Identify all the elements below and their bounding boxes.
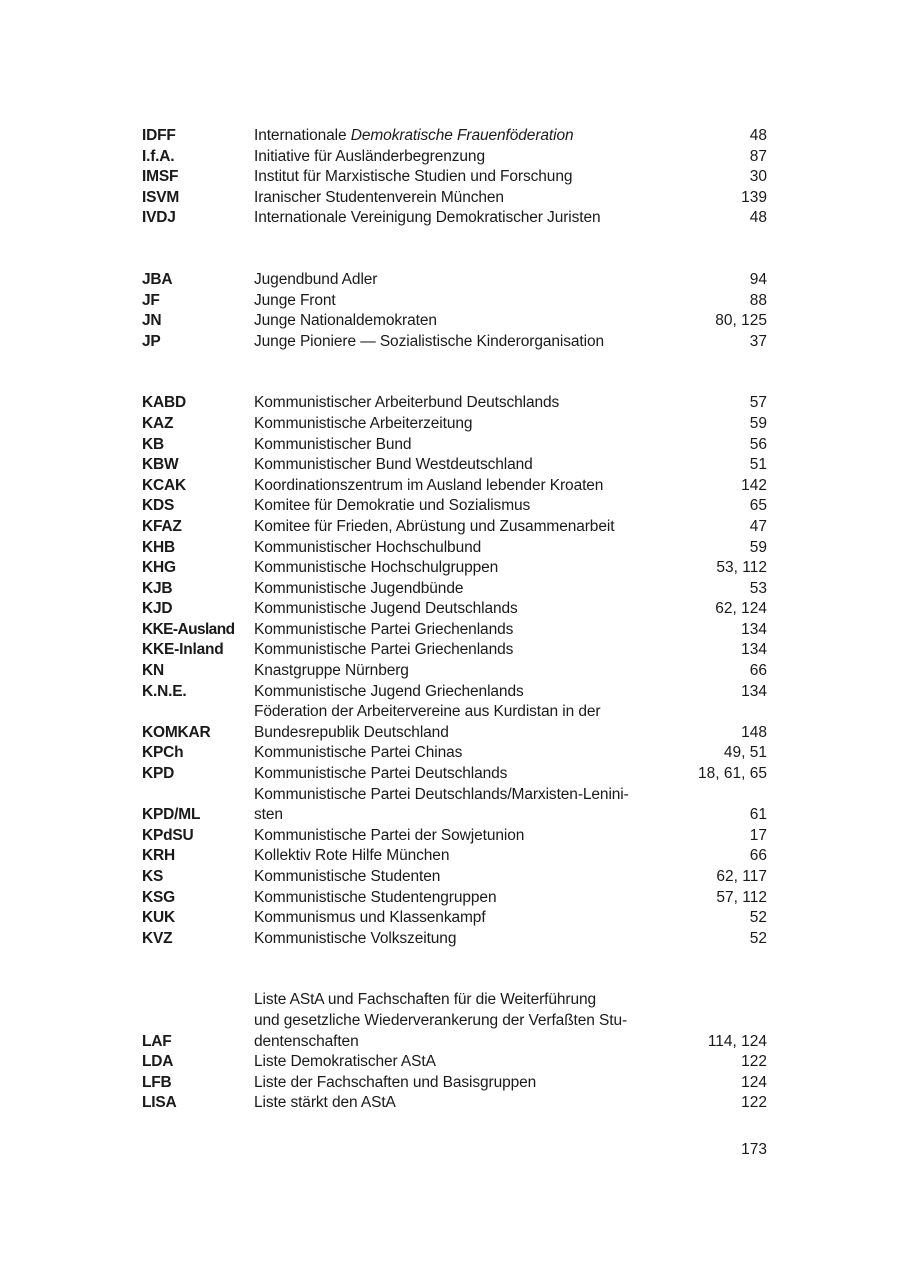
entry-page-reference: 122 [741,1094,767,1112]
entry-page-reference: 66 [749,847,767,865]
entry-page-reference: 94 [749,270,767,288]
index-entry [142,188,767,209]
entry-abbreviation: IMSF [142,168,179,186]
entry-abbreviation: IVDJ [142,209,176,227]
index-entry [142,435,767,456]
entry-name-line: Komitee für Demokratie und Sozialismus [254,497,531,515]
entry-name-line: Komitee für Frieden, Abrüstung und Zusammenarbeit [254,517,615,535]
entry-page-reference: 49, 51 [723,744,767,762]
entry-abbreviation: LFB [142,1073,172,1091]
entry-page-reference: 53, 112 [716,559,767,577]
entry-page-reference: 61 [749,806,767,824]
entry-name [254,455,750,476]
entry-name [254,990,708,1052]
index-entry [142,126,767,147]
entry-name [254,908,750,929]
entry-name-line: Föderation der Arbeitervereine aus Kurdistan in der [254,703,601,721]
entry-name-line: Kommunistische Jugend Griechenlands [254,682,524,700]
entry-name-line: Kommunistische Hochschulgruppen [254,559,499,577]
entry-page-reference: 59 [749,538,767,556]
index-entry [142,888,767,909]
entry-page-reference: 48 [749,209,767,227]
entry-name-line: Kommunistische Studentengruppen [254,888,497,906]
entry-name [254,826,750,847]
index-entry [142,496,767,517]
index-entry [142,414,767,435]
index-entry [142,640,767,661]
entry-abbreviation: JBA [142,270,173,288]
entry-page-reference: 56 [749,435,767,453]
entry-name-line: Kommunistische Jugend Deutschlands [254,600,518,618]
entry-page-reference: 80, 125 [715,312,767,330]
index-entry [142,743,767,764]
index-entry [142,908,767,929]
entry-name-line: Koordinationszentrum im Ausland lebender Kroaten [254,476,604,494]
index-entry [142,393,767,414]
entry-abbreviation: KBW [142,456,179,474]
entry-name-line: Liste stärkt den AStA [254,1094,396,1112]
index-entry [142,1052,767,1073]
index-entry [142,167,767,188]
entry-name [254,661,750,682]
entry-page-reference: 65 [749,497,767,515]
entry-name [254,188,741,209]
index-entry [142,682,767,703]
index-group [142,990,767,1114]
entry-abbreviation: KKE-Inland [142,641,224,659]
index-group [142,126,767,229]
index-entry [142,764,767,785]
entry-page-reference: 62, 124 [715,600,767,618]
entry-page-reference: 37 [749,332,767,350]
index-entry [142,208,767,229]
entry-name [254,538,750,559]
entry-page-reference: 134 [741,641,767,659]
entry-abbreviation: KPCh [142,744,184,762]
entry-abbreviation: KKE-Ausland [142,620,235,638]
entry-abbreviation: IDFF [142,127,176,144]
page-number: 173 [741,1141,767,1158]
entry-name [254,620,741,641]
entry-page-reference: 17 [749,826,767,844]
entry-page-reference: 51 [749,456,767,474]
abbreviation-index [142,126,767,1114]
entry-abbreviation: I.f.A. [142,147,175,165]
entry-abbreviation: KUK [142,909,175,927]
entry-name [254,517,750,538]
entry-name-line: Kommunistische Partei Griechenlands [254,641,514,659]
entry-page-reference: 57 [749,394,767,412]
entry-page-reference: 52 [749,909,767,927]
index-entry [142,270,767,291]
entry-page-reference: 52 [749,929,767,947]
entry-name-part: Frauenföderation [452,127,574,144]
entry-page-reference: 124 [741,1073,767,1091]
entry-name [254,393,750,414]
entry-name-part: Internationale [254,127,351,144]
entry-abbreviation: KHG [142,559,176,577]
entry-name-line: Liste der Fachschaften und Basisgruppen [254,1073,537,1091]
entry-name [254,888,716,909]
index-entry [142,1093,767,1114]
entry-page-reference: 59 [749,414,767,432]
entry-page-reference: 114, 124 [707,1032,767,1050]
entry-name [254,414,750,435]
entry-name [254,291,750,312]
index-entry [142,558,767,579]
entry-name [254,558,716,579]
index-entry [142,785,767,826]
entry-name [254,147,750,168]
entry-name-line: Junge Nationaldemokraten [254,312,437,330]
entry-name [254,1052,741,1073]
entry-abbreviation: KSG [142,888,175,906]
entry-abbreviation: KPD/ML [142,806,201,824]
index-entry [142,147,767,168]
entry-abbreviation: LDA [142,1053,174,1071]
entry-name [254,579,750,600]
entry-abbreviation: K.N.E. [142,682,187,700]
entry-name-line: Internationale Vereinigung Demokratischer Juristen [254,209,601,227]
entry-name [254,682,741,703]
entry-abbreviation: KRH [142,847,175,865]
entry-abbreviation: KS [142,868,164,885]
entry-name-line: Kommunistischer Arbeiterbund Deutschlands [254,394,560,412]
index-entry [142,476,767,497]
entry-name [254,208,750,229]
index-entry [142,579,767,600]
entry-name [254,785,750,826]
entry-abbreviation: KPdSU [142,826,194,844]
entry-name [254,929,750,950]
entry-name-line: Bundesrepublik Deutschland [254,723,449,741]
entry-name [254,496,750,517]
entry-name-line: Kommunismus und Klassenkampf [254,909,486,927]
entry-name [254,1073,741,1094]
entry-name-line: Kommunistische Partei Griechenlands [254,620,514,638]
entry-page-reference: 88 [749,291,767,309]
entry-name [254,311,715,332]
entry-name [254,640,741,661]
entry-page-reference: 30 [749,168,767,186]
entry-name-line: Junge Pioniere — Sozialistische Kinderorganisation [254,332,604,350]
entry-name-line: Kommunistische Partei Deutschlands/Marxisten-Lenini- [254,785,629,803]
entry-page-reference: 142 [741,476,767,494]
index-entry [142,332,767,353]
entry-name [254,867,716,888]
entry-name-line: Iranischer Studentenverein München [254,188,504,206]
entry-page-reference: 87 [749,147,767,165]
index-entry [142,1073,767,1094]
entry-abbreviation: KFAZ [142,517,182,535]
entry-abbreviation: KCAK [142,476,186,494]
entry-name-line: Liste AStA und Fachschaften für die Weiterführung [254,991,597,1009]
index-group [142,393,767,949]
entry-name-line: Kollektiv Rote Hilfe München [254,847,450,865]
entry-name-part: Demokratische [350,127,453,144]
entry-name-line: Kommunistische Partei Deutschlands [254,765,508,783]
entry-abbreviation: KVZ [142,929,173,947]
index-entry [142,826,767,847]
entry-name-line: Institut für Marxistische Studien und Forschung [254,168,573,186]
entry-abbreviation: KJD [142,600,173,618]
entry-abbreviation: KPD [142,765,175,783]
entry-name-line: Liste Demokratischer AStA [254,1053,436,1071]
entry-name-line: Kommunistische Partei der Sowjetunion [254,826,525,844]
index-entry [142,311,767,332]
entry-abbreviation: KAZ [142,414,174,432]
index-entry [142,661,767,682]
entry-abbreviation: JN [142,312,162,330]
index-group [142,270,767,352]
entry-abbreviation: LAF [142,1032,172,1050]
entry-abbreviation: KOMKAR [142,723,211,741]
entry-name-line: Kommunistische Volkszeitung [254,929,457,947]
index-entry [142,846,767,867]
entry-abbreviation: KDS [142,497,175,515]
entry-name [254,435,750,456]
entry-name [254,743,724,764]
entry-page-reference: 48 [749,127,767,144]
entry-page-reference: 134 [741,620,767,638]
entry-name [254,1093,741,1114]
entry-abbreviation: KN [142,662,164,680]
index-entry [142,455,767,476]
entry-page-reference: 148 [741,723,767,741]
entry-abbreviation: JP [142,332,161,350]
index-entry [142,599,767,620]
entry-abbreviation: LISA [142,1094,177,1112]
entry-name [254,332,750,353]
entry-name [254,764,698,785]
entry-page-reference: 139 [741,188,767,206]
entry-page-reference: 66 [749,662,767,680]
entry-page-reference: 18, 61, 65 [698,765,767,783]
entry-page-reference: 53 [749,579,767,597]
entry-name-line: Kommunistische Arbeiterzeitung [254,414,473,432]
index-entry [142,538,767,559]
entry-name [254,126,750,147]
entry-name [254,846,750,867]
entry-name-line: Kommunistischer Bund Westdeutschland [254,456,533,474]
entry-name-line: Junge Front [254,291,336,309]
entry-name [254,476,741,497]
entry-name [254,599,715,620]
entry-name-line: sten [254,806,283,824]
index-entry [142,990,767,1052]
index-entry [142,929,767,950]
entry-name-line: Knastgruppe Nürnberg [254,662,409,680]
entry-name-line: Jugendbund Adler [254,270,378,288]
entry-name-line: Initiative für Ausländerbegrenzung [254,147,485,165]
entry-name-line: Kommunistische Studenten [254,868,441,885]
entry-abbreviation: JF [142,291,160,309]
index-entry [142,702,767,743]
entry-abbreviation: KHB [142,538,175,556]
entry-name-line: Kommunistische Partei Chinas [254,744,463,762]
entry-abbreviation: KB [142,435,164,453]
entry-name [254,702,741,743]
entry-page-reference: 57, 112 [716,888,767,906]
entry-abbreviation: KJB [142,579,173,597]
index-entry [142,517,767,538]
entry-page-reference: 62, 117 [716,868,767,885]
entry-page-reference: 122 [741,1053,767,1071]
entry-abbreviation: ISVM [142,188,180,206]
entry-name-line: Kommunistischer Hochschulbund [254,538,482,556]
entry-name-line: dentenschaften [254,1032,359,1050]
index-entry [142,620,767,641]
entry-page-reference: 47 [749,517,767,535]
entry-name-line: Kommunistischer Bund [254,435,412,453]
index-entry [142,291,767,312]
index-entry [142,867,767,888]
entry-name-line: und gesetzliche Wiederverankerung der Verfaßten Stu- [254,1011,628,1029]
entry-name [254,270,750,291]
entry-abbreviation: KABD [142,394,186,412]
entry-page-reference: 134 [741,682,767,700]
entry-name-line: Kommunistische Jugendbünde [254,579,464,597]
entry-name [254,167,750,188]
